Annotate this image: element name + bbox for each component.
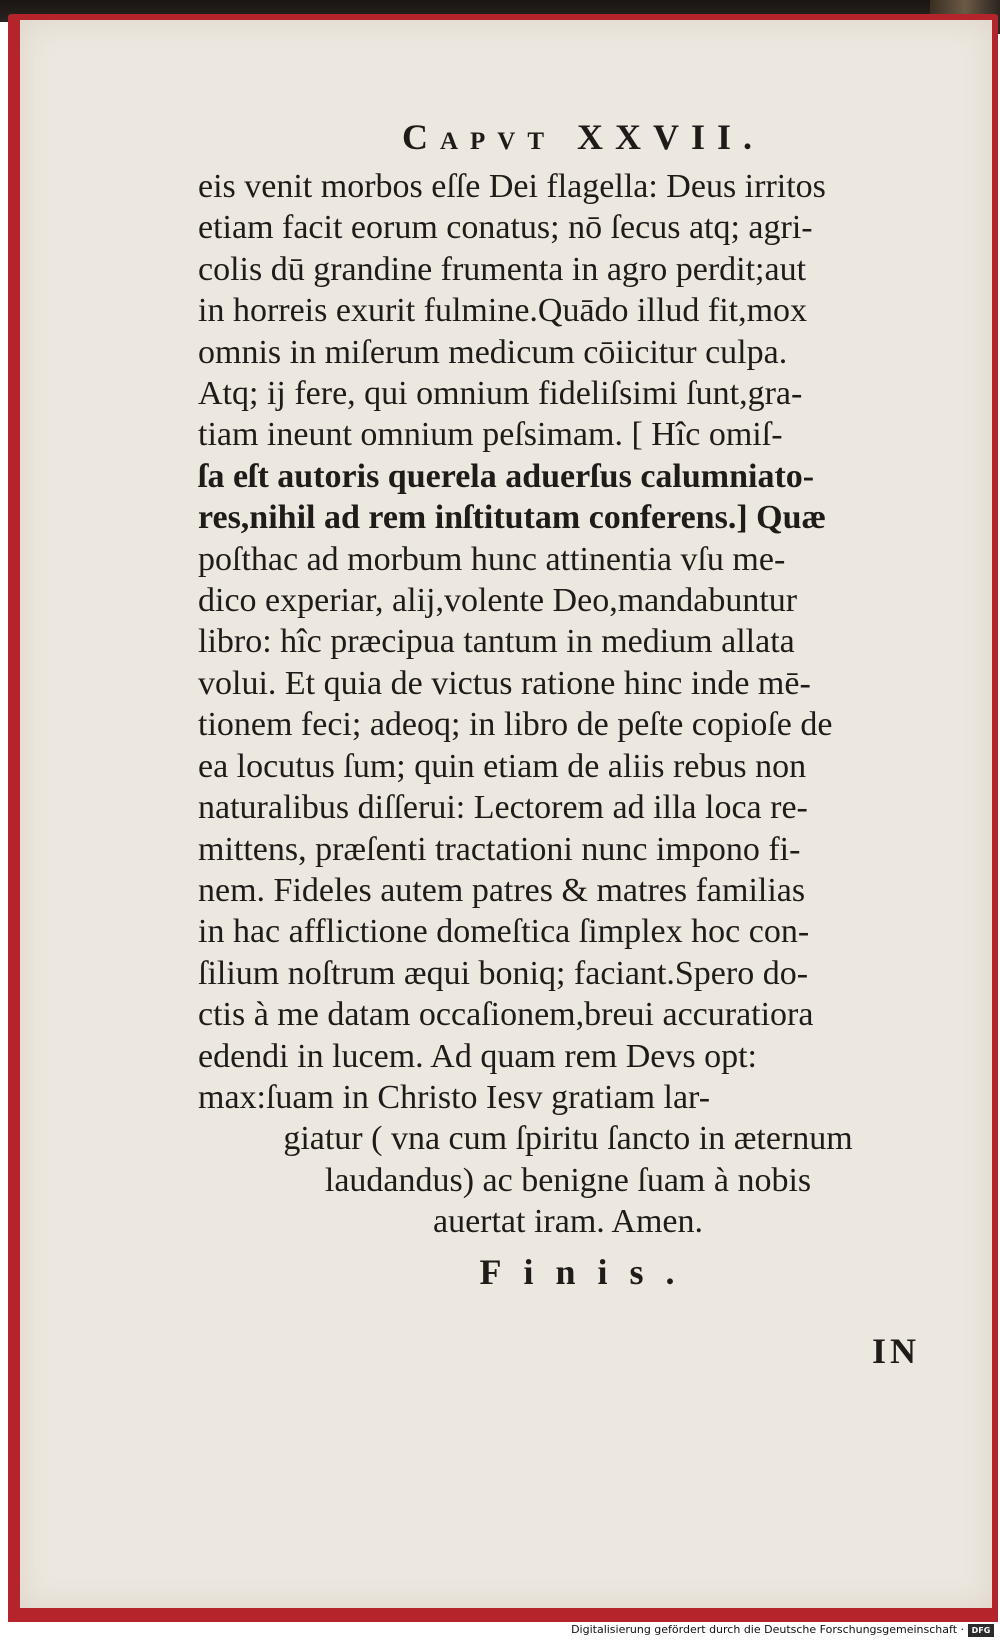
text-line: in hac afflictione domeſtica ſimplex hoc con- (198, 913, 810, 951)
text-line: nem. Fideles autem patres & matres familias (198, 871, 806, 909)
text-line: libro: hîc præcipua tantum in medium allata (198, 623, 795, 661)
text-line: auertat iram. Amen. (432, 1203, 703, 1241)
text-block (198, 104, 938, 1293)
text-line: ea locutus ſum; quin etiam de aliis rebus non (198, 747, 807, 785)
text-line: etiam facit eorum conatus; nō ſecus atq; agri- (198, 209, 813, 247)
text-line-editorial-note: ſa eſt autoris querela aduerſus calumniato- (198, 457, 815, 495)
text-line: Atq; ij fere, qui omnium fideliſsimi ſunt,gra- (198, 375, 803, 413)
text-line: tiam ineunt omnium peſsimam. [ Hîc omiſ- (198, 416, 783, 454)
text-line: mittens, præſenti tractationi nunc impono fi- (198, 830, 801, 868)
text-line: eis venit morbos eſſe Dei flagella: Deus irritos (198, 168, 826, 205)
finis-label: Finis. (479, 1251, 697, 1292)
text-line: omnis in miſerum medicum cōiicitur culpa. (198, 333, 788, 371)
text-line: colis dū grandine frumenta in agro perdit;aut (198, 250, 807, 288)
text-line-editorial-note: res,nihil ad rem inſtitutam conferens.] Quæ (198, 499, 827, 537)
text-line: ctis à me datam occaſionem,breui accuratiora (198, 996, 814, 1034)
dfg-logo: DFG (968, 1624, 994, 1637)
text-line: naturalibus diſſerui: Lectorem ad illa loca re- (198, 789, 808, 827)
text-line: giatur ( vna cum ſpiritu ſancto in æternum (283, 1120, 853, 1158)
text-line: ſilium noſtrum æqui boniq; faciant.Spero do- (198, 954, 809, 992)
chapter-heading: Capvt XXVII. (401, 117, 765, 157)
text-line: volui. Et quia de victus ratione hinc inde mē- (198, 664, 811, 702)
text-line: poſthac ad morbum hunc attinentia vſu me- (198, 540, 786, 578)
text-line: dico experiar, alij,volente Deo,mandabuntur (198, 582, 798, 620)
text-line: in horreis exurit fulmine.Quādo illud fit,mox (198, 292, 808, 330)
footer-credit: Digitalisierung gefördert durch die Deutsche Forschungsgemeinschaft · (571, 1623, 964, 1636)
text-line: max:ſuam in Christo Iesv gratiam lar- (198, 1078, 711, 1116)
catchword: IN (871, 1331, 920, 1371)
text-line: laudandus) ac benigne ſuam à nobis (324, 1161, 812, 1199)
text-line: tionem feci; adeoq; in libro de peſte copioſe de (198, 706, 833, 744)
text-line: edendi in lucem. Ad quam rem Devs opt: (198, 1037, 757, 1075)
